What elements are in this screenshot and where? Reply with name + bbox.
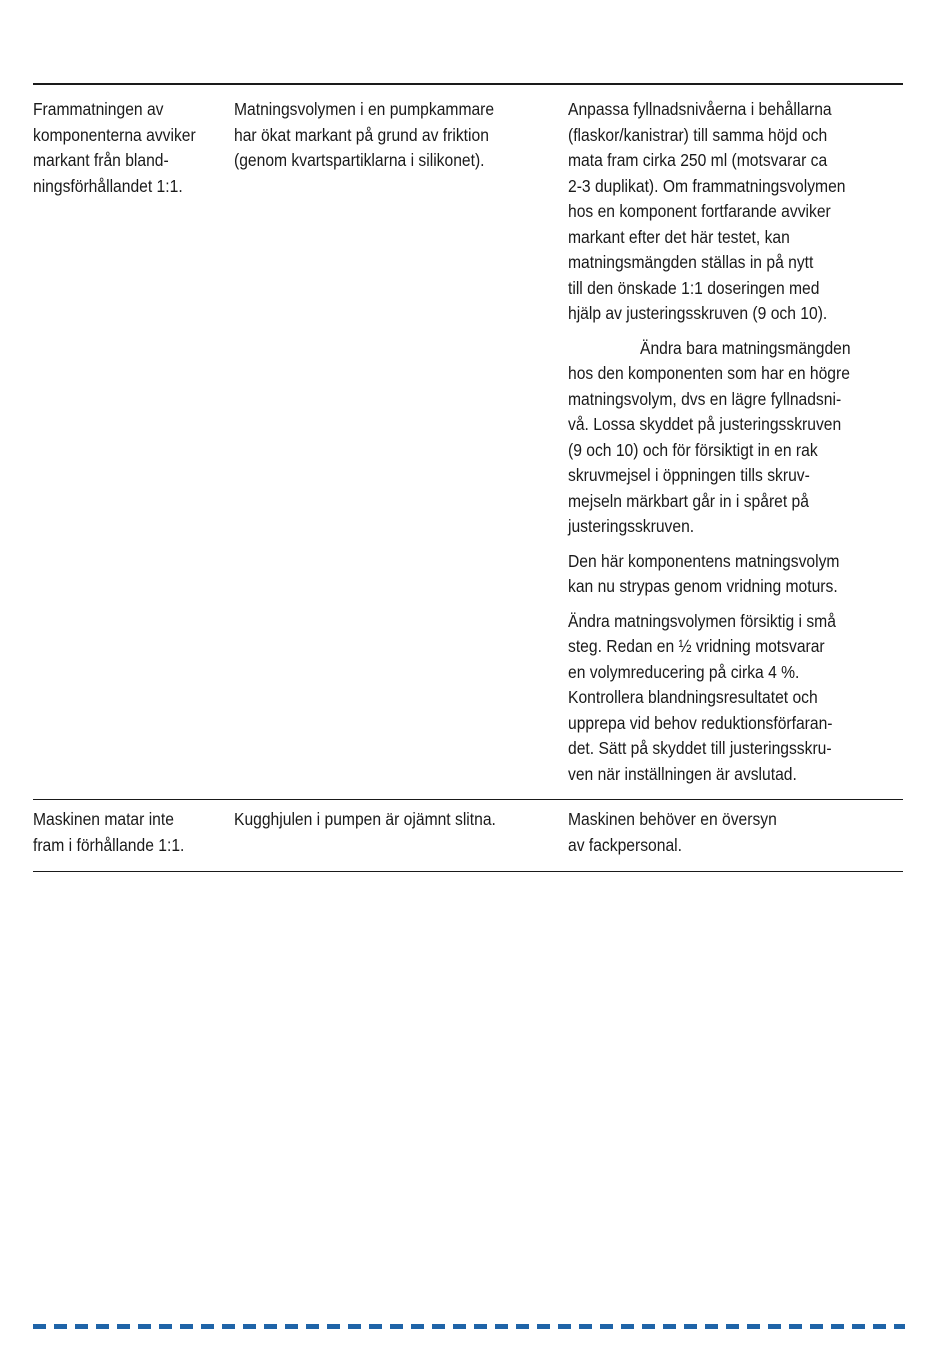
text-line: matningsvolym, dvs en lägre fyllnadsni- <box>568 388 842 409</box>
text-line: hos den komponenten som har en högre <box>568 363 850 383</box>
text-line: matningsmängden ställas in på nytt <box>568 252 814 272</box>
table-row <box>33 800 903 872</box>
text-line: hjälp av justeringsskruven (9 och 10). <box>568 303 828 323</box>
remedy-paragraph <box>568 97 870 327</box>
text-line: av fackpersonal. <box>568 834 682 855</box>
text-line: det. Sätt på skyddet till justeringsskru- <box>568 738 832 758</box>
text-line: skruvmejsel i öppningen tills skruv- <box>568 465 810 485</box>
remedy-cell <box>568 807 870 858</box>
text-line: Maskinen behöver en översyn <box>568 809 777 829</box>
remedy-paragraph <box>568 807 870 858</box>
text-line: ningsförhållandet 1:1. <box>33 175 183 196</box>
text-line: hos en komponent fortfarande avviker <box>568 201 831 221</box>
text-line: Ändra bara matningsmängden <box>640 337 851 358</box>
text-line: Kontrollera blandningsresultatet och <box>568 687 818 707</box>
remedy-cell <box>568 97 870 787</box>
text-line: justeringsskruven. <box>568 516 695 536</box>
text-line: (9 och 10) och för försiktigt in en rak <box>568 439 818 460</box>
text-line: komponenterna avviker <box>33 124 196 145</box>
text-line: Matningsvolymen i en pumpkammare <box>234 99 495 119</box>
problem-cell <box>33 807 214 858</box>
cause-cell <box>234 97 535 787</box>
text-line: markant från bland- <box>33 150 169 170</box>
text-line: kan nu strypas genom vridning moturs. <box>568 576 838 596</box>
remedy-paragraph <box>568 336 870 540</box>
troubleshooting-table <box>33 83 903 872</box>
text-line: Kugghjulen i pumpen är ojämnt slitna. <box>234 809 496 829</box>
text-line: vå. Lossa skyddet på justeringsskruven <box>568 414 842 434</box>
text-line: 2-3 duplikat). Om frammatningsvolymen <box>568 175 846 196</box>
text-line: mejseln märkbart går in i spåret på <box>568 490 809 511</box>
footer-dashed-line <box>33 1324 905 1329</box>
problem-cell <box>33 97 214 787</box>
text-line: (flaskor/kanistrar) till samma höjd och <box>568 124 828 145</box>
text-line: Ändra matningsvolymen försiktig i små <box>568 610 836 631</box>
text-line: Maskinen matar inte <box>33 809 174 829</box>
text-line: ven när inställningen är avslutad. <box>568 763 797 784</box>
remedy-paragraph <box>568 609 870 788</box>
text-line: (genom kvartspartiklarna i silikonet). <box>234 150 485 170</box>
text-line: Frammatningen av <box>33 99 164 119</box>
text-line: Den här komponentens matningsvolym <box>568 550 840 571</box>
remedy-paragraph <box>568 549 870 600</box>
text-line: upprepa vid behov reduktionsförfaran- <box>568 712 833 733</box>
text-line: markant efter det här testet, kan <box>568 226 790 247</box>
table-row <box>33 85 903 800</box>
text-line: steg. Redan en ½ vridning motsvarar <box>568 636 825 656</box>
text-line: fram i förhållande 1:1. <box>33 834 185 855</box>
cause-cell <box>234 807 535 858</box>
text-line: har ökat markant på grund av friktion <box>234 124 489 145</box>
text-line: till den önskade 1:1 doseringen med <box>568 277 820 298</box>
text-line: Anpassa fyllnadsnivåerna i behållarna <box>568 99 832 119</box>
text-line: mata fram cirka 250 ml (motsvarar ca <box>568 150 828 170</box>
text-line: en volymreducering på cirka 4 %. <box>568 661 800 682</box>
